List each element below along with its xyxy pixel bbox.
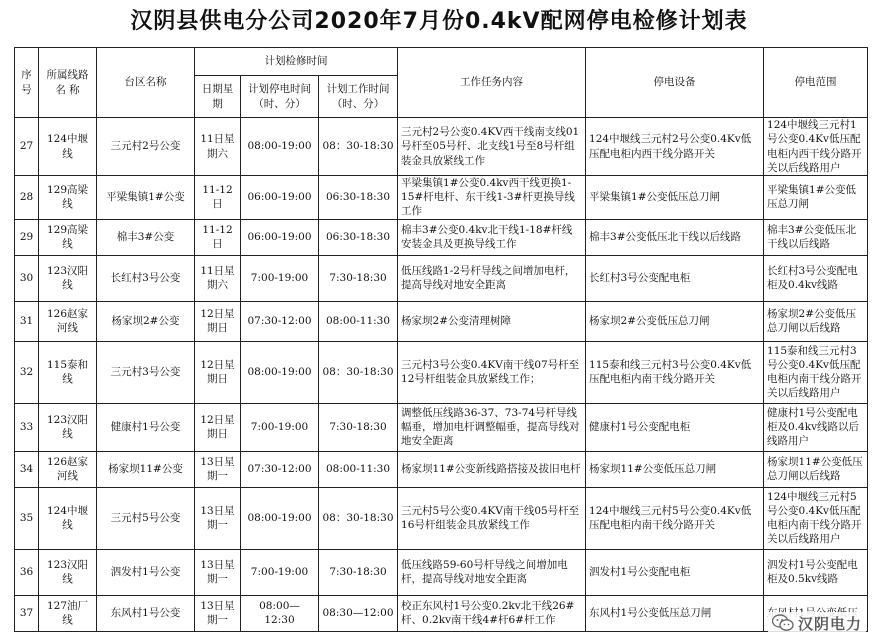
row-seq: 31 bbox=[15, 301, 39, 341]
row-work-time: 08:00-11:30 bbox=[319, 451, 398, 487]
row-area: 三元村2号公变 bbox=[97, 118, 195, 176]
row-work-time: 08：30-18:30 bbox=[319, 487, 398, 549]
watermark-text: 汉阴电力 bbox=[797, 614, 862, 633]
table-row bbox=[15, 176, 868, 220]
row-task: 校正东风村1号公变0.2kv北干线26#杆、0.2kv南干线4#杆6#杆工作 bbox=[398, 595, 586, 631]
header-scope: 停电范围 bbox=[764, 48, 868, 118]
row-work-time: 7:30-18:30 bbox=[319, 549, 398, 595]
row-line: 126赵家河线 bbox=[39, 301, 97, 341]
row-area: 平梁集镇1#公变 bbox=[97, 176, 195, 220]
row-equipment: 长红村3号公变配电柜 bbox=[586, 255, 764, 301]
row-date: 12日星期日 bbox=[195, 403, 241, 451]
row-outage-time: 7:00-19:00 bbox=[241, 403, 319, 451]
row-equipment: 健康村1号公变配电柜 bbox=[586, 403, 764, 451]
table-row bbox=[15, 595, 868, 631]
row-area: 棉丰3#公变 bbox=[97, 219, 195, 255]
row-line: 124中堰线 bbox=[39, 487, 97, 549]
row-line: 127油厂线 bbox=[39, 595, 97, 631]
row-task: 三元村5号公变0.4KV南干线05号杆至16号杆组装金具放紧线工作 bbox=[398, 487, 586, 549]
row-equipment: 平梁集镇1#公变低压总刀闸 bbox=[586, 176, 764, 220]
table-row bbox=[15, 487, 868, 549]
header-equipment: 停电设备 bbox=[586, 48, 764, 118]
row-task: 三元村2号公变0.4KV西干线南支线01号杆至05号杆、北支线1号至8号杆组装金具放紧线工作 bbox=[398, 118, 586, 176]
table-row bbox=[15, 118, 868, 176]
row-task: 平梁集镇1#公变0.4kv西干线更换1-15#杆电杆、东干线1-3#杆更换导线工作 bbox=[398, 176, 586, 220]
row-scope: 124中堰线三元村5号公变0.4Kv低压配电柜内南干线分路开关以后线路用户 bbox=[764, 487, 868, 549]
row-seq: 33 bbox=[15, 403, 39, 451]
row-equipment: 棉丰3#公变低压北干线以后线路 bbox=[586, 219, 764, 255]
row-date: 11日星期六 bbox=[195, 255, 241, 301]
watermark bbox=[768, 612, 866, 634]
row-line: 123汉阳线 bbox=[39, 255, 97, 301]
row-seq: 34 bbox=[15, 451, 39, 487]
row-date: 12日星期日 bbox=[195, 341, 241, 403]
row-area: 三元村5号公变 bbox=[97, 487, 195, 549]
row-scope: 长红村3号公变配电柜及0.4kv线路 bbox=[764, 255, 868, 301]
row-date: 13日星期一 bbox=[195, 595, 241, 631]
row-outage-time: 07:30-12:00 bbox=[241, 301, 319, 341]
row-equipment: 杨家坝11#公变低压总刀闸 bbox=[586, 451, 764, 487]
row-task: 棉丰3#公变0.4kv北干线1-18#杆线安装金具及更换导线工作 bbox=[398, 219, 586, 255]
header-outage-time: 计划停电时间（时、分） bbox=[241, 76, 319, 118]
row-scope: 健康村1号公变配电柜及0.4kv线路以后线路用户 bbox=[764, 403, 868, 451]
row-task: 杨家坝11#公变新线路搭接及拔旧电杆 bbox=[398, 451, 586, 487]
header-line: 所属线路名 称 bbox=[39, 48, 97, 118]
row-seq: 30 bbox=[15, 255, 39, 301]
row-outage-time: 08:00—12:30 bbox=[241, 595, 319, 631]
row-seq: 28 bbox=[15, 176, 39, 220]
row-scope: 泗发村1号公变配电柜及0.5kv线路 bbox=[764, 549, 868, 595]
row-outage-time: 7:00-19:00 bbox=[241, 549, 319, 595]
row-line: 115泰和线 bbox=[39, 341, 97, 403]
row-seq: 27 bbox=[15, 118, 39, 176]
row-line: 124中堰线 bbox=[39, 118, 97, 176]
row-work-time: 06:30-18:30 bbox=[319, 219, 398, 255]
row-work-time: 06:30-18:30 bbox=[319, 176, 398, 220]
table-row bbox=[15, 403, 868, 451]
row-scope: 平梁集镇1#公变低压总刀闸 bbox=[764, 176, 868, 220]
row-seq: 37 bbox=[15, 595, 39, 631]
header-seq: 序号 bbox=[15, 48, 39, 118]
wechat-icon bbox=[772, 614, 794, 632]
row-line: 129高梁线 bbox=[39, 176, 97, 220]
row-scope: 棉丰3#公变低压北干线以后线路 bbox=[764, 219, 868, 255]
row-date: 13日星期一 bbox=[195, 487, 241, 549]
row-seq: 36 bbox=[15, 549, 39, 595]
row-date: 12日星期日 bbox=[195, 301, 241, 341]
row-area: 杨家坝11#公变 bbox=[97, 451, 195, 487]
row-equipment: 东风村1号公变低压总刀闸 bbox=[586, 595, 764, 631]
row-line: 126赵家河线 bbox=[39, 451, 97, 487]
outage-plan-table bbox=[14, 47, 868, 632]
row-outage-time: 06:00-19:00 bbox=[241, 176, 319, 220]
row-seq: 32 bbox=[15, 341, 39, 403]
row-task: 调整低压线路36-37、73-74号杆导线幅垂，增加电杆调整幅垂，提高导线对地安全距离 bbox=[398, 403, 586, 451]
table-row bbox=[15, 451, 868, 487]
row-scope: 杨家坝2#公变低压总刀闸以后线路 bbox=[764, 301, 868, 341]
row-work-time: 7:30-18:30 bbox=[319, 403, 398, 451]
row-line: 123汉阳线 bbox=[39, 549, 97, 595]
header-work-time: 计划工作时间（时、分） bbox=[319, 76, 398, 118]
row-equipment: 124中堰线三元村2号公变0.4Kv低压配电柜内西干线分路开关 bbox=[586, 118, 764, 176]
table-row bbox=[15, 301, 868, 341]
header-task: 工作任务内容 bbox=[398, 48, 586, 118]
header-plan-time: 计划检修时间 bbox=[195, 48, 398, 76]
row-area: 泗发村1号公变 bbox=[97, 549, 195, 595]
row-equipment: 115泰和线三元村3号公变0.4Kv低压配电柜内南干线分路开关 bbox=[586, 341, 764, 403]
row-scope: 杨家坝11#公变低压总刀闸以后线路 bbox=[764, 451, 868, 487]
row-work-time: 08:00-11:30 bbox=[319, 301, 398, 341]
table-row bbox=[15, 549, 868, 595]
table-row bbox=[15, 219, 868, 255]
row-outage-time: 06:00-19:00 bbox=[241, 219, 319, 255]
table-row bbox=[15, 255, 868, 301]
row-area: 健康村1号公变 bbox=[97, 403, 195, 451]
row-task: 杨家坝2#公变清理树障 bbox=[398, 301, 586, 341]
row-outage-time: 07:30-12:00 bbox=[241, 451, 319, 487]
row-area: 杨家坝2#公变 bbox=[97, 301, 195, 341]
row-equipment: 泗发村1号公变配电柜 bbox=[586, 549, 764, 595]
row-area: 三元村3号公变 bbox=[97, 341, 195, 403]
row-line: 129高梁线 bbox=[39, 219, 97, 255]
row-date: 13日星期一 bbox=[195, 451, 241, 487]
row-task: 三元村3号公变0.4KV南干线07号杆至12号杆组装金具放紧线工作； bbox=[398, 341, 586, 403]
row-task: 低压线路59-60号杆导线之间增加电杆，提高导线对地安全距离 bbox=[398, 549, 586, 595]
row-date: 11-12日 bbox=[195, 219, 241, 255]
row-task: 低压线路1-2号杆导线之间增加电杆，提高导线对地安全距离 bbox=[398, 255, 586, 301]
row-outage-time: 08:00-19:00 bbox=[241, 341, 319, 403]
row-date: 11日星期六 bbox=[195, 118, 241, 176]
row-equipment: 杨家坝2#公变低压总刀闸 bbox=[586, 301, 764, 341]
row-date: 13日星期一 bbox=[195, 549, 241, 595]
row-seq: 29 bbox=[15, 219, 39, 255]
row-outage-time: 08:00-19:00 bbox=[241, 487, 319, 549]
row-scope: 124中堰线三元村1号公变0.4Kv低压配电柜内西干线分路开关以后线路用户 bbox=[764, 118, 868, 176]
page-title: 汉阴县供电分公司2020年7月份0.4kV配网停电检修计划表 bbox=[130, 9, 748, 34]
row-equipment: 124中堰线三元村5号公变0.4Kv低压配电柜内南干线分路开关 bbox=[586, 487, 764, 549]
row-outage-time: 08:00-19:00 bbox=[241, 118, 319, 176]
row-area: 长红村3号公变 bbox=[97, 255, 195, 301]
row-line: 123汉阳线 bbox=[39, 403, 97, 451]
row-work-time: 08:30—12:00 bbox=[319, 595, 398, 631]
row-work-time: 08：30-18:30 bbox=[319, 341, 398, 403]
row-work-time: 08：30-18:30 bbox=[319, 118, 398, 176]
row-area: 东风村1号公变 bbox=[97, 595, 195, 631]
row-work-time: 7:30-18:30 bbox=[319, 255, 398, 301]
row-outage-time: 7:00-19:00 bbox=[241, 255, 319, 301]
table-row bbox=[15, 341, 868, 403]
header-date: 日期星期 bbox=[195, 76, 241, 118]
row-date: 11-12日 bbox=[195, 176, 241, 220]
header-area: 台区名称 bbox=[97, 48, 195, 118]
row-scope: 115泰和线三元村3号公变0.4Kv低压配电柜内南干线分路开关以后线路用户 bbox=[764, 341, 868, 403]
row-seq: 35 bbox=[15, 487, 39, 549]
